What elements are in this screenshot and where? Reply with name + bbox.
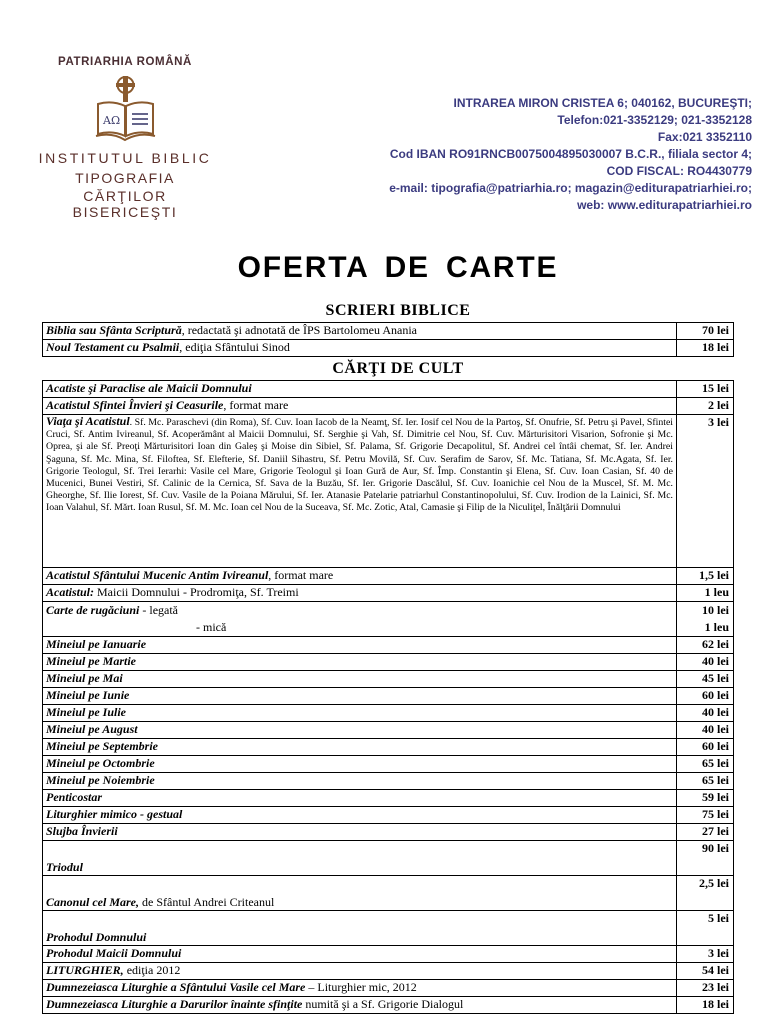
- item-price: 45 lei: [677, 671, 734, 688]
- website[interactable]: web: www.editurapatriarhiei.ro: [577, 198, 752, 212]
- item-title: Dumnezeiasca Liturghie a Darurilor înainte sfinţite: [46, 997, 303, 1011]
- fiscal-code: COD FISCAL: RO4430779: [606, 164, 752, 178]
- table-row: [43, 963, 734, 980]
- table-row: [43, 773, 734, 790]
- item-price: 59 lei: [677, 790, 734, 807]
- item-price: 65 lei: [677, 773, 734, 790]
- table-row: [43, 688, 734, 705]
- item-title: Acatistul:: [46, 585, 95, 599]
- item-detail: Maicii Domnului - Prodromiţa, Sf. Treimi: [94, 585, 299, 599]
- publisher-logo: [36, 56, 214, 220]
- table-row: [43, 739, 734, 756]
- item-price: 2,5 lei: [677, 876, 734, 911]
- table-row: [43, 671, 734, 688]
- table-row: [43, 398, 734, 415]
- item-price: 3 lei: [677, 946, 734, 963]
- item-title: Slujba Învierii: [46, 824, 118, 838]
- iban: Cod IBAN RO91RNCB0075004895030007 B.C.R., filiala sector 4;: [389, 147, 752, 161]
- item-detail: numită şi a Sf. Grigorie Dialogul: [302, 997, 464, 1011]
- table-row: [43, 756, 734, 773]
- item-title: Mineiul pe Septembrie: [46, 739, 158, 753]
- table-row: [43, 824, 734, 841]
- item-title: Triodul: [46, 860, 83, 874]
- item-price: 62 lei: [677, 637, 734, 654]
- item-description: Sf. Mc. Paraschevi (din Roma), Sf. Cuv. Ioan Iacob de la Neamţ, Sf. Ier. Iosif cel Nou de la Partoş, Sf. Onufrie, Sf. Petru şi Pavel, Sfintei Cruci, Sf. Antim Ivireanul, Sf. Acoperământ al Maicii Domnului, Sf. Serghie şi Vah, Sf. Dimitrie cel Nou, Sf. Cuv. Mărturisitori Visarion, Sofronie şi Mc. Oprea, şi ale Sf. Preoţi Mărturisitori Ioan din Galeş şi Moise din Sibiel, Sf. Palama, Sf. Grigorie Decapolitul, Sf. Andrei cel întâi chemat, Sf. Ier. Andrei Şaguna, Sf. Mc. Mina, Sf. Filoftea, Sf. Elefterie, Sf. Daniil Sihastru, Sf. Petru Movilă, Sf. Cuv. Serafim de Sarov, Sf. Mc. Tatiana, Sf. Mc.Agata, Sf. Ier. Grigorie Teologul, Sf. Trei Ierarhi: Vasile cel Mare, Grigorie Teologul şi Ioan Gură de Aur, Sf. Împ. Constantin şi Elena, Sf. Cuv. Ioan Casian, Sf. 40 de Mucenici, Bunei Vestiri, Sf. Calinic de la Cernica, Sf. Sava de la Buzău, Sf. Ier. Grigorie Dascălul, Sf. Cuv. Ioanichie cel Nou de la Muscel, Sf. M. Mc. Gheorghe, Sf. Ilie Iorest, Sf. Cuv. Vasile de la Poiana Mărului, Sf. Ier. Atanasie Patelarie patriarhul Constantinopolului, Sf. Cuv. Irodion de la Lainici, Sf. Mc. Ioan Valahul, Sf. Mărt. Ioan Rusul, Sf. M. Mc. Ioan cel Nou de la Suceava, Sf. Mc. Zotic, Atal, Camasie şi Filip de la Niculiţel, Înălţării Domnului: [46, 417, 674, 514]
- item-price: 60 lei: [677, 739, 734, 756]
- table-row: [43, 997, 734, 1014]
- item-detail: , format mare: [268, 568, 334, 582]
- table-row: [43, 602, 734, 637]
- scrieri-table: [42, 322, 734, 357]
- books-name: CĂRŢILOR BISERICEŞTI: [72, 188, 178, 220]
- item-title: Liturghier mimico - gestual: [46, 807, 183, 821]
- item-detail: , format mare: [223, 398, 289, 412]
- item-price: 40 lei: [677, 722, 734, 739]
- item-detail: – Liturghier mic, 2012: [305, 980, 417, 994]
- item-price: 65 lei: [677, 756, 734, 773]
- item-title: Prohodul Domnului: [46, 930, 147, 944]
- email[interactable]: e-mail: tipografia@patriarhia.ro; magazin@editurapatriarhiei.ro;: [389, 181, 752, 195]
- table-row: [43, 654, 734, 671]
- item-detail: , redactată şi adnotată de ÎPS Bartolomeu Anania: [181, 323, 417, 337]
- item-price: 2 lei: [677, 398, 734, 415]
- item-price: 70 lei: [677, 323, 734, 340]
- item-title: Mineiul pe Iunie: [46, 688, 130, 702]
- table-row: [43, 946, 734, 963]
- item-detail: .: [129, 417, 133, 428]
- cult-table: [42, 380, 734, 1014]
- table-row: [43, 415, 734, 568]
- item-price: 1 leu: [677, 585, 734, 602]
- item-price: 23 lei: [677, 980, 734, 997]
- table-row: [43, 568, 734, 585]
- institute-name: INSTITUTUL BIBLIC: [38, 150, 212, 166]
- item-price: 40 lei: [677, 654, 734, 671]
- item-title: Acatistul Sfântului Mucenic Antim Ivireanul: [46, 568, 269, 582]
- item-title: LITURGHIER,: [46, 963, 124, 977]
- item-title: Noul Testament cu Psalmii: [46, 340, 180, 354]
- table-row: [43, 876, 734, 911]
- table-row: [43, 790, 734, 807]
- item-detail: de Sfântul Andrei Criteanul: [139, 895, 275, 909]
- table-row: [43, 911, 734, 946]
- section-heading-scrieri: SCRIERI BIBLICE: [325, 302, 471, 319]
- item-price: 15 lei: [677, 381, 734, 398]
- item-price: 27 lei: [677, 824, 734, 841]
- table-row: [43, 381, 734, 398]
- item-title: Mineiul pe August: [46, 722, 138, 736]
- patriarchy-name: PATRIARHIA ROMÂNĂ: [58, 56, 192, 68]
- item-title: Mineiul pe Noiembrie: [46, 773, 155, 787]
- table-row: [43, 637, 734, 654]
- item-price: 1,5 lei: [677, 568, 734, 585]
- table-row: [43, 722, 734, 739]
- item-title: Acatiste şi Paraclise ale Maicii Domnului: [46, 381, 252, 395]
- item-price: 75 lei: [677, 807, 734, 824]
- item-detail: - mică: [196, 620, 227, 634]
- item-price: 40 lei: [677, 705, 734, 722]
- table-row: [43, 980, 734, 997]
- table-row: [43, 585, 734, 602]
- section-heading-cult: CĂRŢI DE CULT: [332, 360, 464, 377]
- item-detail: ediţia 2012: [123, 963, 181, 977]
- contact-block: [389, 95, 752, 214]
- printing-name: TIPOGRAFIA: [75, 170, 175, 186]
- table-row: [43, 807, 734, 824]
- item-price: 18 lei: [677, 340, 734, 357]
- item-title: Mineiul pe Martie: [46, 654, 137, 668]
- item-detail: - legată: [139, 603, 179, 617]
- phone: Telefon:021-3352129; 021-3352128: [557, 113, 752, 127]
- table-row: [43, 841, 734, 876]
- item-price: 54 lei: [677, 963, 734, 980]
- item-price: 3 lei: [677, 415, 734, 568]
- item-title: Viaţa şi Acatistul: [46, 414, 130, 428]
- page-title: OFERTA DE CARTE: [237, 251, 559, 284]
- item-title: Penticostar: [46, 790, 102, 804]
- address: INTRAREA MIRON CRISTEA 6; 040162, BUCUREŞTI;: [453, 96, 752, 110]
- item-title: Mineiul pe Ianuarie: [46, 637, 147, 651]
- item-price: 10 lei: [702, 603, 729, 617]
- item-detail: , ediţia Sfântului Sinod: [179, 340, 290, 354]
- item-price: 1 leu: [704, 620, 729, 634]
- item-price: 60 lei: [677, 688, 734, 705]
- item-title: Acatistul Sfintei Învieri şi Ceasurile: [46, 398, 224, 412]
- table-row: [43, 340, 734, 357]
- svg-text:AΩ: AΩ: [103, 114, 121, 127]
- item-title: Mineiul pe Iulie: [46, 705, 127, 719]
- item-title: Dumnezeiasca Liturghie a Sfântului Vasile cel Mare: [46, 980, 306, 994]
- item-price: 5 lei: [677, 911, 734, 946]
- item-title: Canonul cel Mare,: [46, 895, 140, 909]
- item-price: 90 lei: [677, 841, 734, 876]
- open-book-cross-emblem-icon: [94, 74, 158, 146]
- table-row: [43, 323, 734, 340]
- fax: Fax:021 3352110: [657, 130, 752, 144]
- item-title: Prohodul Maicii Domnului: [46, 946, 182, 960]
- item-title: Biblia sau Sfânta Scriptură: [46, 323, 182, 337]
- item-price: 18 lei: [677, 997, 734, 1014]
- item-title: Carte de rugăciuni: [46, 603, 140, 617]
- item-title: Mineiul pe Mai: [46, 671, 123, 685]
- table-row: [43, 705, 734, 722]
- item-title: Mineiul pe Octombrie: [46, 756, 155, 770]
